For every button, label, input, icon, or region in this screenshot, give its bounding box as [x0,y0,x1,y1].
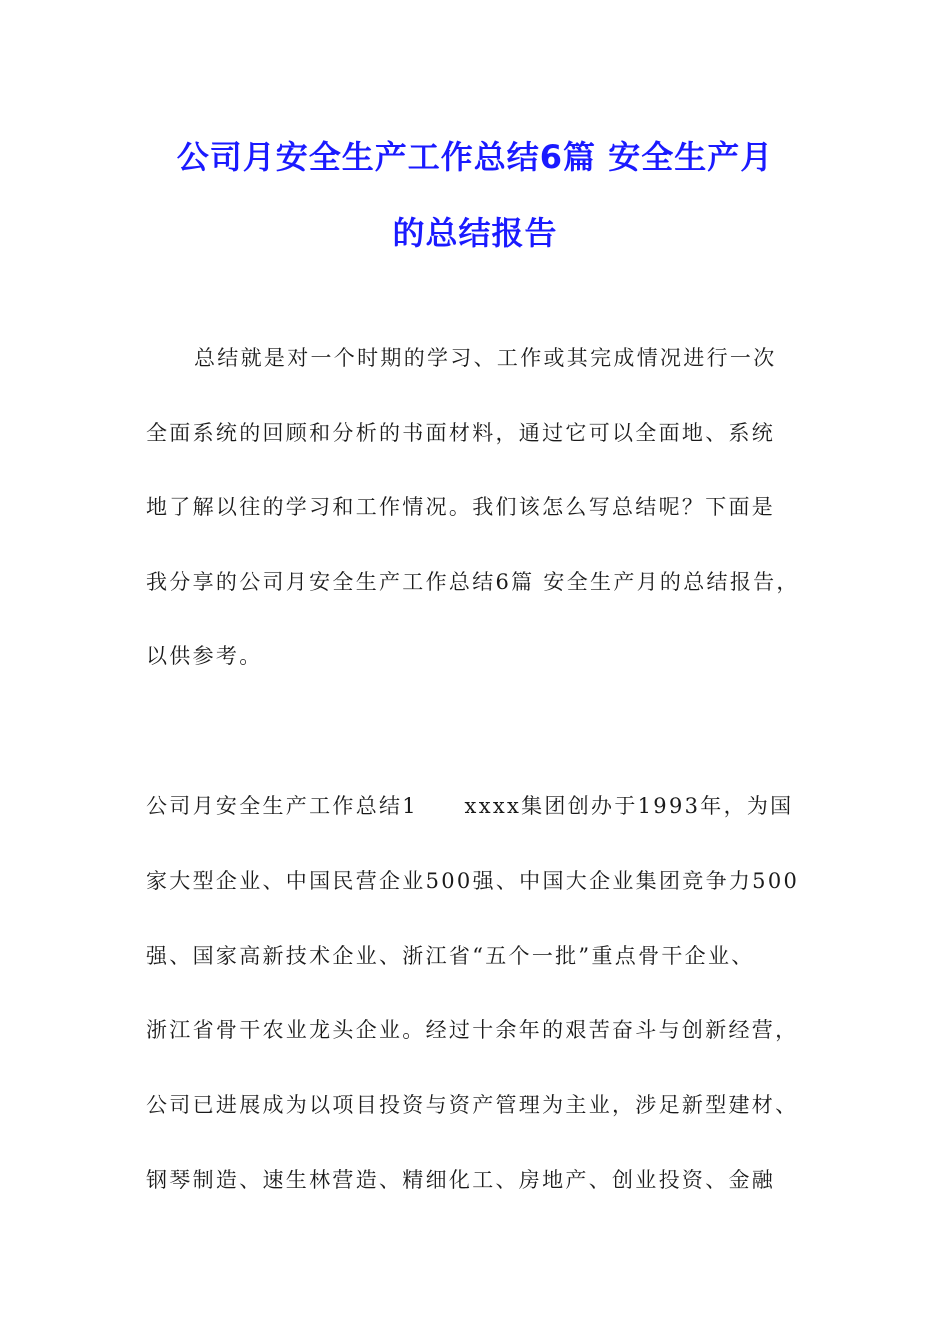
section-line-5: 公司已进展成为以项目投资与资产管理为主业，涉足新型建材、 [146,1093,799,1117]
section-line-4: 浙江省骨干农业龙头企业。经过十余年的艰苦奋斗与创新经营， [146,1018,799,1042]
intro-line-3: 地了解以往的学习和工作情况。我们该怎么写总结呢？下面是 [146,495,776,519]
document-title-line-2: 的总结报告 [392,214,558,252]
section-line-1: 公司月安全生产工作总结1 xxxx集团创办于1993年，为国 [146,794,794,818]
intro-line-5: 以供参考。 [146,644,263,668]
section-line-2: 家大型企业、中国民营企业500强、中国大企业集团竞争力500 [146,869,800,893]
intro-line-1: 总结就是对一个时期的学习、工作或其完成情况进行一次 [194,346,777,370]
document-title-line-1: 公司月安全生产工作总结6篇 安全生产月 [176,138,774,176]
intro-line-2: 全面系统的回顾和分析的书面材料，通过它可以全面地、系统 [146,421,776,445]
section-line-6: 钢琴制造、速生林营造、精细化工、房地产、创业投资、金融 [146,1168,776,1192]
section-line-3: 强、国家高新技术企业、浙江省“五个一批”重点骨干企业、 [146,944,755,968]
intro-line-4: 我分享的公司月安全生产工作总结6篇 安全生产月的总结报告， [146,570,800,594]
